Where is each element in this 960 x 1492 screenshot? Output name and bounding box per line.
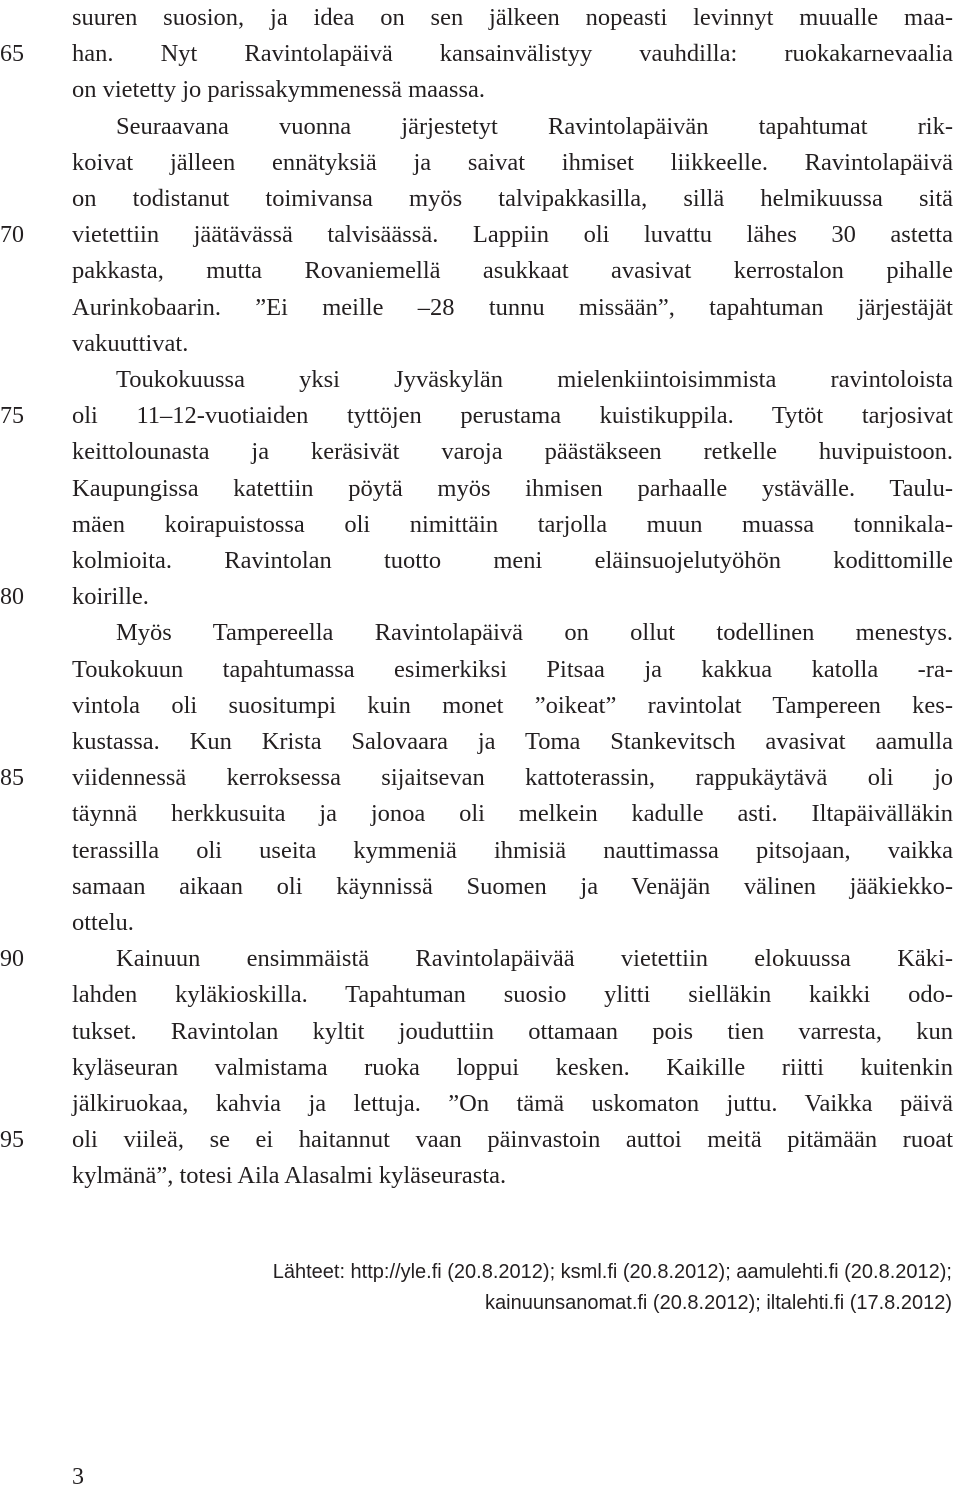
- text-line: koivat jälleen ennätyksiä ja saivat ihmiset liikkeelle. Ravintolapäivä: [72, 148, 953, 176]
- line-number: 85: [0, 765, 24, 792]
- text-line: oli 11–12-vuotiaiden tyttöjen perustama kuistikuppila. Tytöt tarjosivat: [72, 402, 953, 430]
- text-line: lahden kyläkioskilla. Tapahtuman suosio ylitti sielläkin kaikki odo-: [72, 981, 953, 1009]
- sources-line-1: Lähteet: http://yle.fi (20.8.2012); ksml.fi (20.8.2012); aamulehti.fi (20.8.2012);: [272, 1261, 952, 1283]
- line-number: 90: [0, 946, 24, 973]
- text-line: on vietetty jo parissakymmenessä maassa.: [72, 76, 485, 104]
- line-number: 70: [0, 222, 24, 249]
- text-line: suuren suosion, ja idea on sen jälkeen nopeasti levinnyt muualle maa-: [72, 4, 953, 31]
- text-line: Myös Tampereella Ravintolapäivä on ollut todellinen menestys.: [116, 619, 953, 647]
- text-line: jälkiruokaa, kahvia ja lettuja. ”On tämä uskomaton juttu. Vaikka päivä: [72, 1090, 953, 1117]
- text-line: pakkasta, mutta Rovaniemellä asukkaat avasivat kerrostalon pihalle: [72, 257, 953, 285]
- text-line: Toukokuussa yksi Jyväskylän mielenkiintoisimmista ravintoloista: [116, 366, 953, 393]
- line-number: 65: [0, 41, 24, 68]
- text-line: keittolounasta ja keräsivät varoja päästäkseen retkelle huvipuistoon.: [72, 438, 953, 466]
- text-line: han. Nyt Ravintolapäivä kansainvälistyy vauhdilla: ruokakarnevaalia: [72, 40, 953, 68]
- sources-line-2: kainuunsanomat.fi (20.8.2012); iltalehti.fi (17.8.2012): [485, 1292, 952, 1314]
- text-line: kyläseuran valmistama ruoka loppui kesken. Kaikille riitti kuitenkin: [72, 1053, 953, 1081]
- text-line: Aurinkobaarin. ”Ei meille –28 tunnu missään”, tapahtuman järjestäjät: [72, 293, 953, 321]
- line-number: 80: [0, 584, 24, 611]
- text-line: ottelu.: [72, 909, 134, 936]
- line-number: 75: [0, 403, 24, 430]
- text-line: täynnä herkkusuita ja jonoa oli melkein kadulle asti. Iltapäivälläkin: [72, 800, 953, 828]
- text-line: kolmioita. Ravintolan tuotto meni eläinsuojelutyöhön kodittomille: [72, 547, 953, 574]
- text-line: Kaupungissa katettiin pöytä myös ihmisen parhaalle ystävälle. Taulu-: [72, 474, 953, 502]
- text-line: viidennessä kerroksessa sijaitsevan kattoterassin, rappukäytävä oli jo: [72, 764, 953, 792]
- text-line: oli viileä, se ei haitannut vaan päinvastoin auttoi meitä pitämään ruoat: [72, 1126, 953, 1154]
- text-line: vakuuttivat.: [72, 329, 189, 357]
- text-line: Toukokuun tapahtumassa esimerkiksi Pitsaa ja kakkua katolla -ra-: [72, 655, 953, 683]
- text-line: Seuraavana vuonna järjestetyt Ravintolapäivän tapahtumat rik-: [116, 112, 953, 140]
- text-line: koirille.: [72, 583, 149, 611]
- page-number: 3: [72, 1464, 84, 1490]
- text-line: vietettiin jäätävässä talvisäässä. Lappiin oli luvattu lähes 30 astetta: [72, 221, 953, 249]
- text-line: tukset. Ravintolan kyltit jouduttiin ottamaan pois tien varresta, kun: [72, 1017, 953, 1045]
- text-line: vintola oli suositumpi kuin monet ”oikeat” ravintolat Tampereen kes-: [72, 691, 953, 719]
- text-line: kylmänä”, totesi Aila Alasalmi kyläseurasta.: [72, 1162, 507, 1190]
- text-line: on todistanut toimivansa myös talvipakkasilla, sillä helmikuussa sitä: [72, 185, 953, 212]
- text-line: Kainuun ensimmäistä Ravintolapäivää vietettiin elokuussa Käki-: [116, 945, 953, 973]
- text-line: samaan aikaan oli käynnissä Suomen ja Venäjän välinen jääkiekko-: [72, 872, 953, 900]
- text-line: mäen koirapuistossa oli nimittäin tarjolla muun muassa tonnikala-: [72, 510, 953, 538]
- line-number: 95: [0, 1127, 24, 1154]
- text-line: kustassa. Kun Krista Salovaara ja Toma Stankevitsch avasivat aamulla: [72, 728, 953, 755]
- text-line: terassilla oli useita kymmeniä ihmisiä nauttimassa pitsojaan, vaikka: [72, 836, 953, 864]
